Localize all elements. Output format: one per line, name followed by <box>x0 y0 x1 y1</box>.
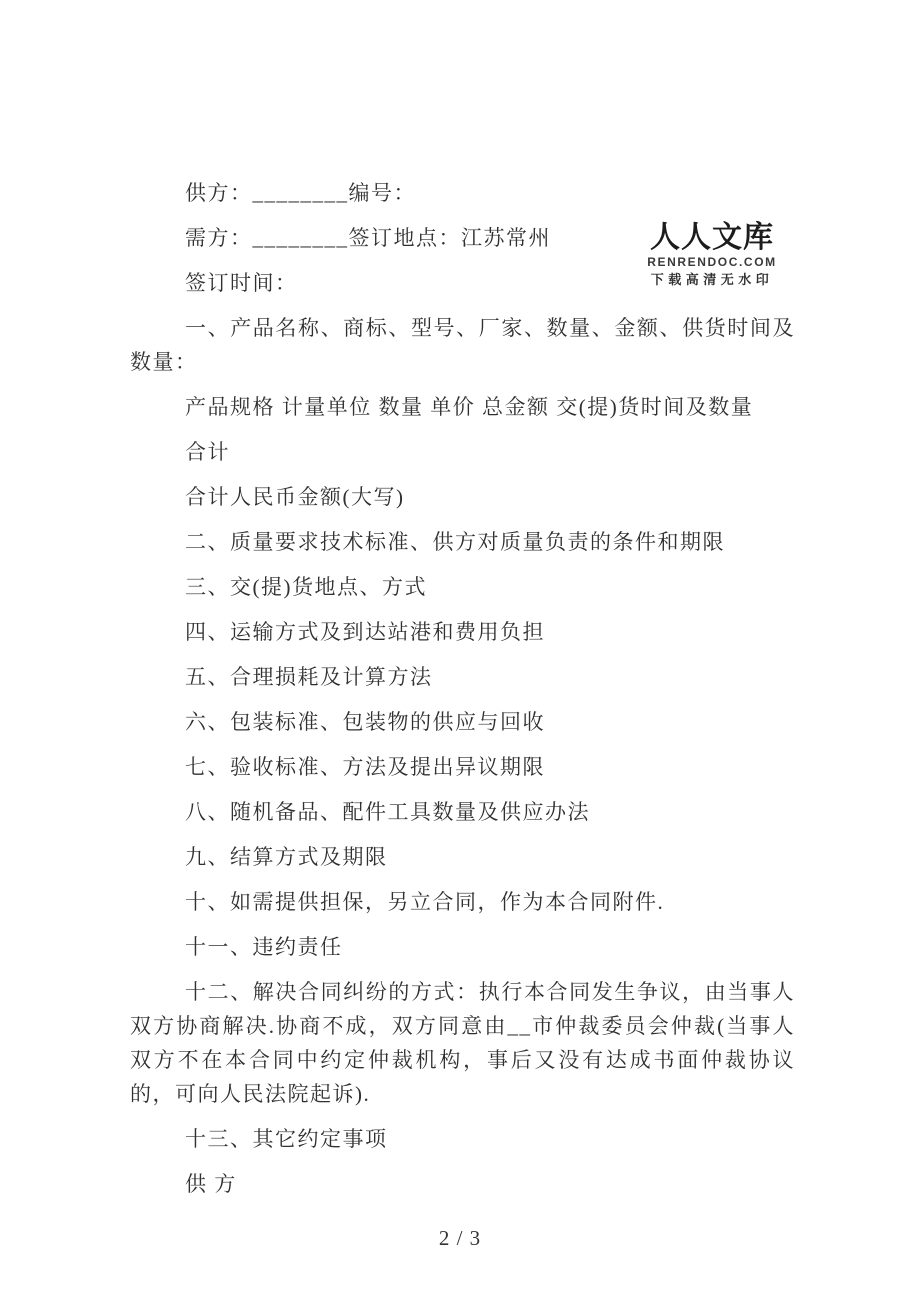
paragraph: 十二、解决合同纠纷的方式：执行本合同发生争议，由当事人双方协商解决.协商不成，双方同意由__市仲裁委员会仲裁(当事人双方不在本合同中约定仲裁机构，事后又没有达成书面仲裁协议的，可向人民法院起诉). <box>130 980 795 1106</box>
paragraph: 八、随机备品、配件工具数量及供应办法 <box>185 800 590 824</box>
watermark-title: 人人文库 <box>650 221 774 254</box>
paragraph: 四、运输方式及到达站港和费用负担 <box>185 620 545 644</box>
paragraph: 七、验收标准、方法及提出异议期限 <box>185 755 545 779</box>
paragraph: 二、质量要求技术标准、供方对质量负责的条件和期限 <box>185 530 725 554</box>
paragraph: 十一、违约责任 <box>185 935 343 959</box>
paragraph: 五、合理损耗及计算方法 <box>185 665 433 689</box>
paragraph: 签订时间： <box>185 271 298 295</box>
paragraph: 九、结算方式及期限 <box>185 845 388 869</box>
paragraph: 合计人民币金额(大写) <box>185 485 405 509</box>
paragraph: 六、包装标准、包装物的供应与回收 <box>185 710 545 734</box>
page-number: 2 / 3 <box>438 1226 482 1250</box>
paragraph: 十、如需提供担保，另立合同，作为本合同附件. <box>185 890 665 914</box>
paragraph: 合计 <box>185 440 230 464</box>
paragraph: 三、交(提)货地点、方式 <box>185 575 427 599</box>
paragraph: 供 方 <box>185 1172 237 1196</box>
paragraph: 产品规格 计量单位 数量 单价 总金额 交(提)货时间及数量 <box>185 395 754 419</box>
watermark-tagline: 下载高清无水印 <box>650 272 774 287</box>
paragraph: 供方：________编号： <box>185 181 416 205</box>
document-body <box>130 176 795 1212</box>
paragraph: 十三、其它约定事项 <box>185 1127 388 1151</box>
paragraph: 需方：________签订地点：江苏常州 <box>185 226 551 250</box>
paragraph: 一、产品名称、商标、型号、厂家、数量、金额、供货时间及数量： <box>130 316 795 374</box>
watermark-domain: RENRENDOC.COM <box>647 255 777 269</box>
